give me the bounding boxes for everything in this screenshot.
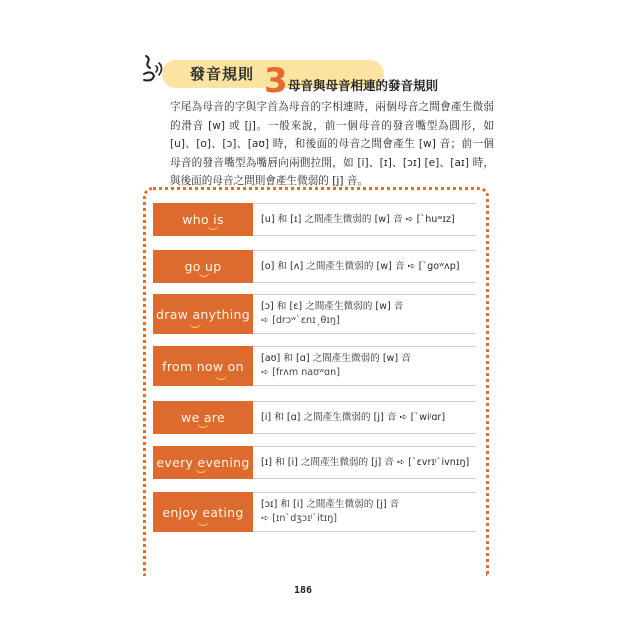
example-phrase-box [153, 203, 253, 236]
linking-mark-icon [215, 374, 227, 380]
example-phrase-box [153, 446, 253, 479]
rule-tag-pill [162, 60, 439, 101]
example-phrase: who is [182, 212, 224, 227]
linking-mark-icon [198, 271, 210, 277]
page-number: 186 [294, 585, 313, 596]
linking-mark-icon [195, 467, 207, 473]
example-phrase-box [153, 401, 253, 434]
linking-mark-icon [197, 422, 209, 428]
example-phrase: draw anything [156, 306, 250, 322]
example-description [253, 346, 476, 386]
description-line: [aʊ] 和 [ɑ] 之間產生微弱的 [w] 音 [261, 353, 411, 364]
example-description [253, 294, 476, 334]
description-line: [ɔɪ] 和 [i] 之間產生微弱的 [j] 音 [261, 499, 400, 510]
section-header [140, 52, 470, 101]
section-number: 3 [264, 61, 288, 101]
example-row [153, 250, 476, 283]
linking-mark-icon [189, 322, 201, 328]
example-description [253, 492, 476, 532]
example-phrase-box [153, 492, 253, 532]
example-phrase: go up [184, 259, 222, 274]
example-row [153, 203, 476, 236]
example-description [253, 446, 476, 479]
example-row [153, 492, 476, 532]
example-description [253, 401, 476, 434]
description-line: [ɔ] 和 [ɛ] 之間產生微弱的 [w] 音 [261, 301, 404, 312]
example-row [153, 346, 476, 386]
example-phrase: every evening [156, 455, 250, 470]
description-line: [u] 和 [ɪ] 之間產生微弱的 [w] 音 ➪ [ˋhuʷɪz] [261, 213, 455, 225]
description-line: ➪ [frʌm naʊʷɑn] [261, 367, 340, 378]
example-phrase: from now on [162, 358, 244, 374]
example-phrase: enjoy eating [162, 504, 244, 520]
example-description [253, 203, 476, 236]
description-line: [ɪ] 和 [i] 之間產生微弱的 [j] 音 ➪ [ˋɛvrɪʲˋivnɪŋ] [261, 456, 470, 468]
linking-mark-icon [197, 520, 209, 526]
description-line: ➪ [drɔʷˋɛnɪˏθɪŋ] [261, 315, 340, 326]
rule-tag-label: 發音規則 [190, 65, 255, 83]
example-row [153, 401, 476, 434]
example-row [153, 446, 476, 479]
example-phrase-box [153, 346, 253, 386]
example-phrase: we are [181, 410, 225, 425]
linking-mark-icon [207, 224, 219, 230]
description-line: [o] 和 [ʌ] 之間產生微弱的 [w] 音 ➪ [ˋgoʷʌp] [261, 260, 460, 272]
example-row [153, 294, 476, 334]
intro-paragraph: 字尾為母音的字與字首為母音的字相連時，兩個母音之間會產生微弱的滑音 [w] 或 [j]。一般來說，前一個母音的發音嘴型為圓形，如 [u]、[o]、[ɔ]、[aʊ] 時，和後面的母音之間會產生 [w] 音；前一個母音的發音嘴型為嘴唇向兩側拉開，如 [i]、[ɪ]、[ɔɪ] [e]、[aɪ] 時，與後面的母音之間則會產生微弱的 [j] 音。 [170, 101, 494, 187]
example-description [253, 250, 476, 283]
description-line: [i] 和 [ɑ] 之間產生微弱的 [j] 音 ➪ [ˋwiʲɑr] [261, 411, 446, 423]
section-title: 母音與母音相連的發音規則 [288, 78, 439, 93]
example-phrase-box [153, 250, 253, 283]
description-line: ➪ [ɪnˋdʒɔɪʲˋitɪŋ] [261, 513, 338, 524]
example-phrase-box [153, 294, 253, 334]
